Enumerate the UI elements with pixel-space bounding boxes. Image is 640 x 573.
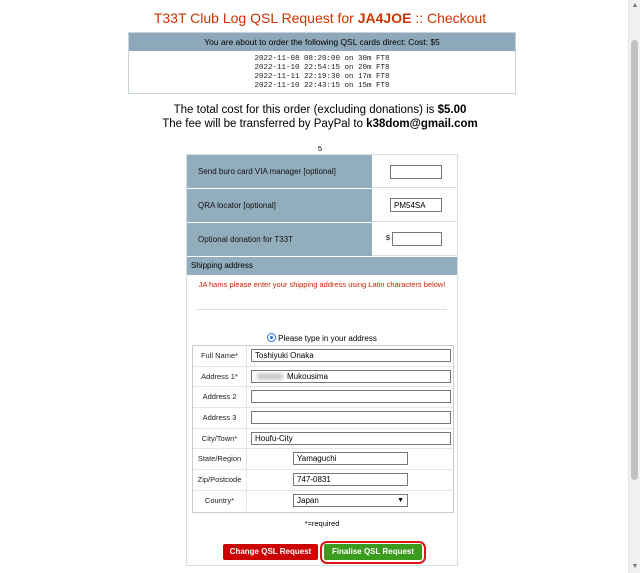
city-row: [193, 429, 453, 450]
checkout-form: [186, 154, 458, 566]
full-name-row: [193, 346, 453, 367]
shipping-header: Shipping address: [187, 257, 457, 275]
address-radio-line[interactable]: [187, 333, 457, 343]
callsign: JA4JOE: [357, 10, 412, 26]
scroll-up-icon[interactable]: ▲: [631, 2, 639, 9]
address3-label: Address 3: [193, 408, 247, 428]
city-label: City/Town*: [193, 429, 247, 449]
chevron-down-icon: ▼: [397, 496, 404, 504]
card-count: 5: [317, 144, 323, 153]
scroll-down-icon[interactable]: ▼: [631, 563, 639, 570]
order-line: 2022-11-08 08:20:00 on 30m FT8: [254, 55, 390, 63]
qra-input[interactable]: [390, 198, 442, 212]
scroll-thumb[interactable]: [631, 40, 638, 480]
state-input[interactable]: [293, 452, 408, 465]
address1-label: Address 1*: [193, 367, 247, 387]
title-suffix: :: Checkout: [411, 10, 487, 26]
address3-input[interactable]: [251, 411, 451, 424]
country-label: Country*: [193, 491, 247, 511]
zip-input[interactable]: [293, 473, 408, 486]
order-lines: [129, 51, 515, 91]
address2-input[interactable]: [251, 390, 451, 403]
radio-button[interactable]: [267, 333, 276, 342]
redacted-text: [257, 373, 283, 380]
zip-label: Zip/Postcode: [193, 470, 247, 490]
buro-label: Send buro card VIA manager [optional]: [187, 155, 372, 188]
total-cost-text: The total cost for this order (excluding donations) is: [173, 104, 438, 116]
vertical-scrollbar[interactable]: [628, 0, 640, 573]
address-table: [192, 345, 454, 513]
donation-label: Optional donation for T33T: [187, 223, 372, 256]
buro-row: [187, 155, 457, 188]
title-prefix: T33T Club Log QSL Request for: [153, 10, 358, 26]
address2-label: Address 2: [193, 387, 247, 407]
ja-note: JA hams please enter your shipping address using Latin characters below!: [198, 280, 446, 289]
buro-input[interactable]: [390, 165, 442, 179]
country-value: Japan: [297, 495, 319, 505]
address1-row: [193, 367, 453, 388]
order-line: 2022-11-10 22:54:15 on 20m FT8: [254, 64, 390, 72]
paypal-note: [0, 118, 640, 130]
order-line: 2022-11-10 22:43:15 on 15m FT8: [254, 82, 390, 90]
address1-input[interactable]: [251, 370, 451, 383]
state-label: State/Region: [193, 449, 247, 469]
country-select[interactable]: [293, 494, 408, 507]
city-input[interactable]: [251, 432, 451, 445]
page-title: [0, 10, 640, 26]
finalise-request-button[interactable]: Finalise QSL Request: [324, 544, 422, 560]
order-summary: [128, 32, 516, 94]
donation-row: [187, 223, 457, 256]
paypal-email: k38dom@gmail.com: [366, 118, 478, 130]
full-name-label: Full Name*: [193, 346, 247, 366]
qra-label: QRA locator [optional]: [187, 189, 372, 222]
order-header: You are about to order the following QSL cards direct: Cost: $5: [129, 33, 515, 51]
order-line: 2022-11-11 22:19:30 on 17m FT8: [254, 73, 390, 81]
required-note: *=required: [304, 519, 340, 528]
radio-label: Please type in your address: [278, 334, 377, 343]
qra-row: [187, 189, 457, 222]
total-cost-amount: $5.00: [437, 104, 467, 116]
currency-symbol: $: [386, 235, 390, 242]
total-cost: [0, 104, 640, 116]
address2-row: [193, 387, 453, 408]
country-row: [193, 491, 453, 512]
full-name-input[interactable]: [251, 349, 451, 362]
donation-input[interactable]: [392, 232, 442, 246]
state-row: [193, 449, 453, 470]
zip-row: [193, 470, 453, 491]
address3-row: [193, 408, 453, 429]
paypal-text: The fee will be transferred by PayPal to: [162, 118, 367, 130]
divider: [197, 309, 447, 310]
change-request-button[interactable]: Change QSL Request: [223, 544, 318, 560]
address1-value: Mukousima: [287, 371, 328, 381]
